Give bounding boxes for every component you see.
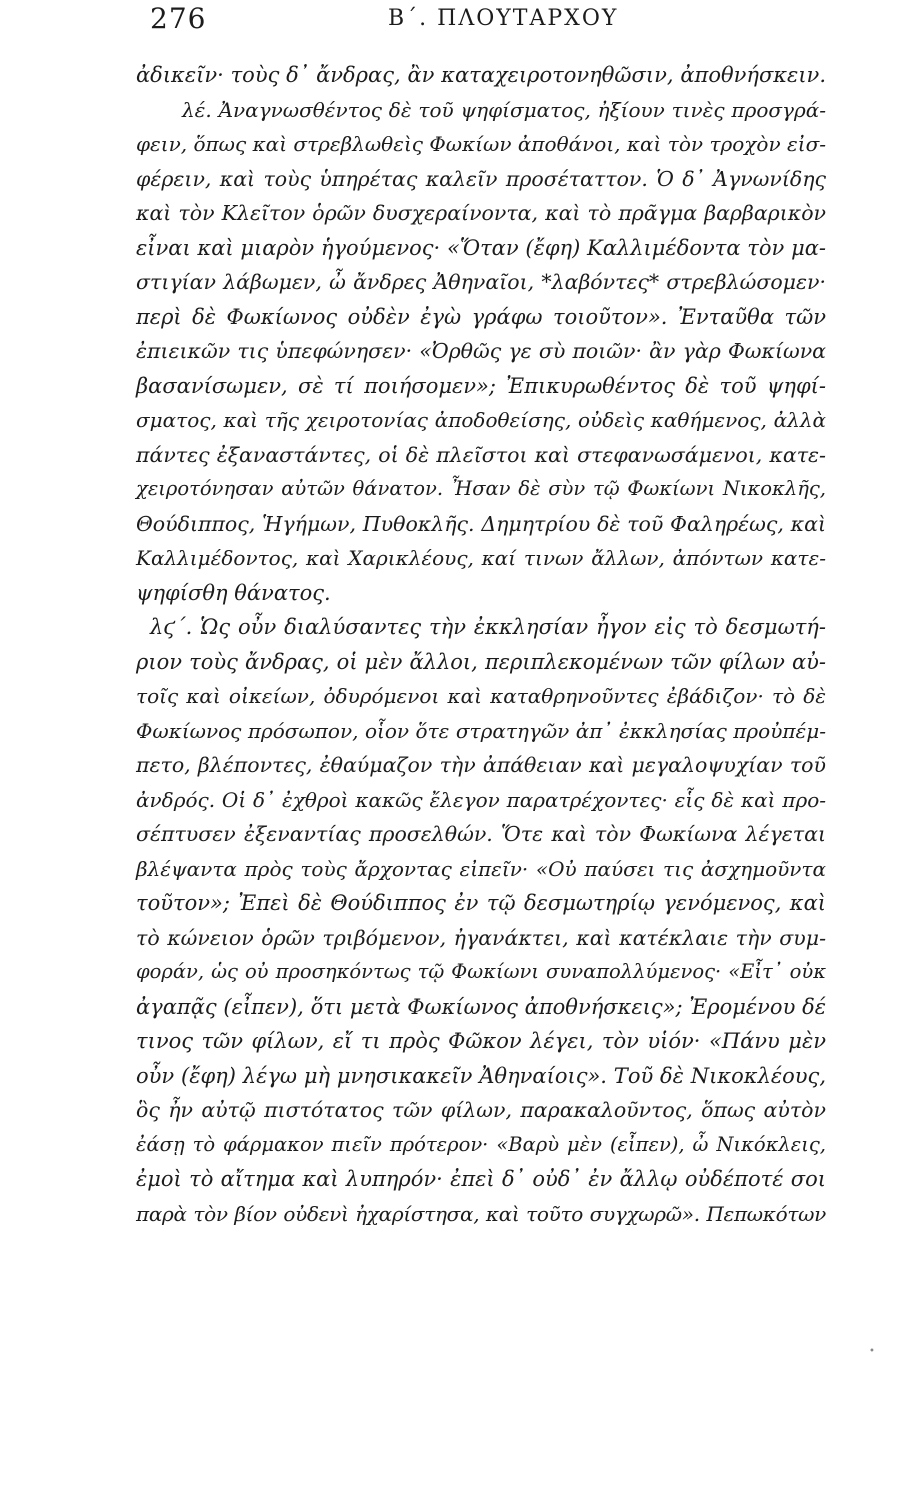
- text-line: Θούδιππος, Ἡγήμων, Πυθοκλῆς. Δημητρίου δὲ τοῦ Φαληρέως, καὶ: [136, 511, 826, 536]
- text-line-section-36: λϛ΄. Ὡς οὖν διαλύσαντες τὴν ἐκκλησίαν ἦγον εἰς τὸ δεσμωτή-: [150, 615, 826, 639]
- stray-mark: •: [869, 1346, 875, 1357]
- body-text: [136, 58, 826, 1231]
- text-line: πάντες ἐξαναστάντες, οἱ δὲ πλεῖστοι καὶ στεφανωσάμενοι, κατε-: [136, 442, 826, 467]
- text-line: βλέψαντα πρὸς τοὺς ἄρχοντας εἰπεῖν· «Οὐ παύσει τις ἀσχημοῦντα: [136, 856, 826, 881]
- text-line: ἐάσῃ τὸ φάρμακον πιεῖν πρότερον· «Βαρὺ μὲν (εἶπεν), ὦ Νικόκλεις,: [136, 1132, 826, 1156]
- text-line: ἀγαπᾷς (εἶπεν), ὅτι μετὰ Φωκίωνος ἀποθνήσκεις»; Ἐρομένου δέ: [136, 994, 826, 1019]
- text-line: παρὰ τὸν βίον οὐδενὶ ἠχαρίστησα, καὶ τοῦτο συγχωρῶ». Πεπωκότων: [136, 1201, 826, 1226]
- text-line: πετο, βλέποντες, ἐθαύμαζον τὴν ἀπάθειαν καὶ μεγαλοψυχίαν τοῦ: [136, 753, 826, 777]
- text-line: τοῦτον»; Ἐπεὶ δὲ Θούδιππος ἐν τῷ δεσμωτηρίῳ γενόμενος, καὶ: [136, 891, 826, 915]
- text-line: ἐμοὶ τὸ αἴτημα καὶ λυπηρόν· ἐπεὶ δ᾿ οὐδ᾿ ἐν ἄλλῳ οὐδέποτέ σοι: [136, 1167, 826, 1191]
- text-line: Καλλιμέδοντος, καὶ Χαρικλέους, καί τινων ἄλλων, ἀπόντων κατε-: [136, 546, 826, 570]
- running-title: Β΄. ΠΛΟΥΤΑΡΧΟΥ: [388, 6, 619, 31]
- text-line: τοῖς καὶ οἰκείων, ὀδυρόμενοι καὶ καταθρηνοῦντες ἐβάδιζον· τὸ δὲ: [136, 684, 826, 708]
- text-line: ἐπιεικῶν τις ὑπεφώνησεν· «Ὀρθῶς γε σὺ ποιῶν· ἂν γὰρ Φωκίωνα: [136, 339, 826, 363]
- text-line-section-35: λέ. Ἀναγνωσθέντος δὲ τοῦ ψηφίσματος, ἠξίουν τινὲς προσγρά-: [182, 97, 826, 122]
- text-line: ριον τοὺς ἄνδρας, οἱ μὲν ἄλλοι, περιπλεκομένων τῶν φίλων αὐ-: [136, 649, 826, 674]
- text-line: φοράν, ὡς οὐ προσηκόντως τῷ Φωκίωνι συναπολλύμενος· «Εἶτ᾿ οὐκ: [136, 960, 826, 983]
- text-line: τινος τῶν φίλων, εἴ τι πρὸς Φῶκον λέγει, τὸν υἱόν· «Πάνυ μὲν: [136, 1029, 826, 1053]
- page-number: 276: [150, 2, 207, 35]
- text-line: ἀνδρός. Οἱ δ᾿ ἐχθροὶ κακῶς ἔλεγον παρατρέχοντες· εἷς δὲ καὶ προ-: [136, 787, 826, 812]
- text-line: στιγίαν λάβωμεν, ὦ ἄνδρες Ἀθηναῖοι, *λαβόντες* στρεβλώσομεν·: [136, 270, 826, 294]
- text-line: ἀδικεῖν· τοὺς δ᾿ ἄνδρας, ἂν καταχειροτονηθῶσιν, ἀποθνήσκειν.: [136, 63, 826, 87]
- text-line: εἶναι καὶ μιαρὸν ἡγούμενος· «Ὅταν (ἔφη) Καλλιμέδοντα τὸν μα-: [136, 235, 826, 260]
- text-line: ὃς ἦν αὐτῷ πιστότατος τῶν φίλων, παρακαλοῦντος, ὅπως αὐτὸν: [136, 1098, 826, 1122]
- text-line: οὖν (ἔφη) λέγω μὴ μνησικακεῖν Ἀθηναίοις». Τοῦ δὲ Νικοκλέους,: [136, 1063, 826, 1088]
- text-line-paragraph-end: ψηφίσθη θάνατος.: [136, 580, 331, 605]
- text-line: Φωκίωνος πρόσωπον, οἷον ὅτε στρατηγῶν ἀπ᾿ ἐκκλησίας προὐπέμ-: [136, 718, 826, 743]
- text-line: σματος, καὶ τῆς χειροτονίας ἀποδοθείσης, οὐδεὶς καθήμενος, ἀλλὰ: [136, 408, 826, 432]
- text-line: χειροτόνησαν αὐτῶν θάνατον. Ἦσαν δὲ σὺν τῷ Φωκίωνι Νικοκλῆς,: [136, 477, 826, 500]
- text-line: βασανίσωμεν, σὲ τί ποιήσομεν»; Ἐπικυρωθέντος δὲ τοῦ ψηφί-: [136, 373, 826, 398]
- text-line: φειν, ὅπως καὶ στρεβλωθεὶς Φωκίων ἀποθάνοι, καὶ τὸν τροχὸν εἰσ-: [136, 132, 826, 156]
- text-line: σέπτυσεν ἐξεναντίας προσελθών. Ὅτε καὶ τὸν Φωκίωνα λέγεται: [136, 822, 826, 846]
- text-line: φέρειν, καὶ τοὺς ὑπηρέτας καλεῖν προσέταττον. Ὁ δ᾿ Ἀγνωνίδης: [136, 166, 826, 191]
- text-line: περὶ δὲ Φωκίωνος οὐδὲν ἐγὼ γράφω τοιοῦτον». Ἐνταῦθα τῶν: [136, 304, 826, 329]
- text-line: καὶ τὸν Κλεῖτον ὁρῶν δυσχεραίνοντα, καὶ τὸ πρᾶγμα βαρβαρικὸν: [136, 201, 826, 225]
- running-head: [150, 2, 830, 42]
- text-line: τὸ κώνειον ὁρῶν τριβόμενον, ἠγανάκτει, καὶ κατέκλαιε τὴν συμ-: [136, 925, 826, 950]
